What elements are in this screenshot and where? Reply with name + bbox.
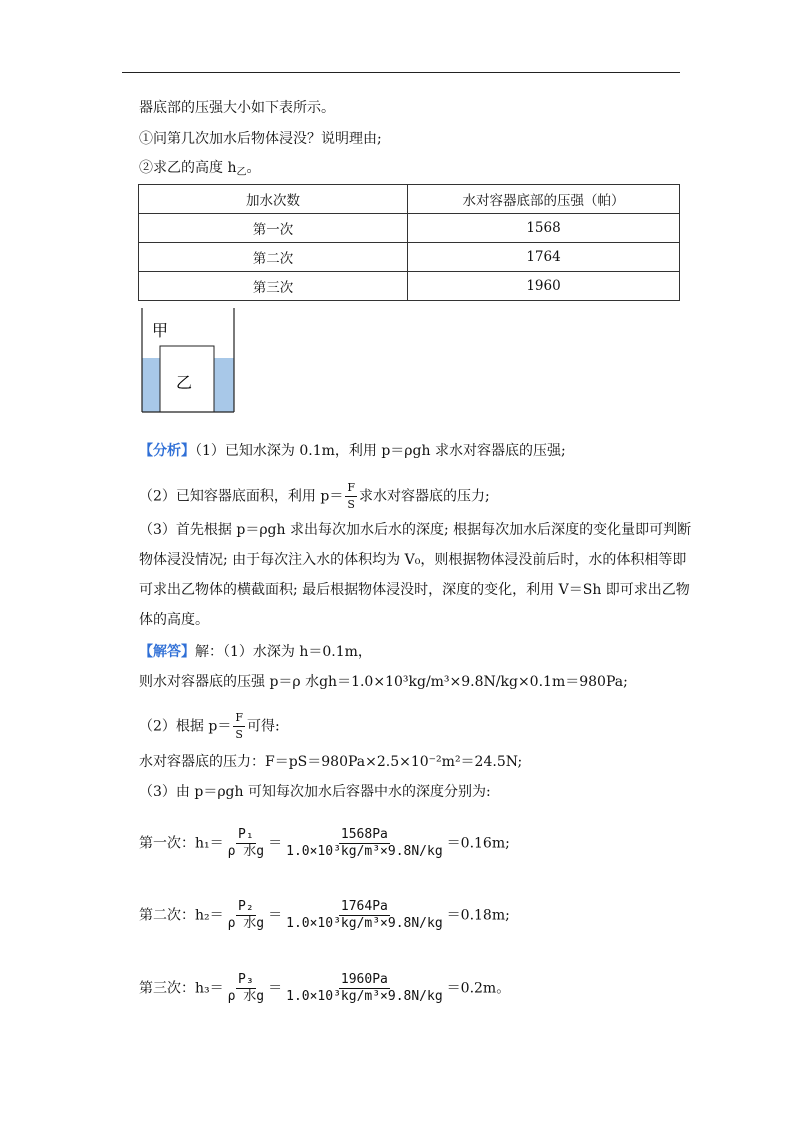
pressure-table — [138, 184, 680, 301]
table-cell: 第三次 — [139, 272, 408, 301]
answer-line-3: （2）根据 p＝ $\frac{F}{S}$ 可得: — [139, 711, 280, 741]
table-header-row — [139, 185, 680, 214]
question-line-1: 器底部的压强大小如下表所示。 — [139, 100, 335, 116]
analysis-line-1: 【分析】（1）已知水深为 0.1m，利用 p＝ρgh 求水对容器底的压强; — [139, 443, 566, 459]
equation-row: 第二次：h₂＝ $\frac{\text{P₂}}{\text{ρ 水g}}$ ＝ $\frac{1764Pa}{\text{1.0×10³kg/m³×9.8N/kg}}$ ＝0.18m; — [139, 899, 510, 931]
fraction-f-over-s: $\frac{F}{S}$ — [347, 481, 355, 511]
analysis-line-2: （2）已知容器底面积，利用 p＝ $\frac{F}{S}$ 求水对容器底的压力; — [139, 481, 490, 511]
label-jia: 甲 — [152, 321, 169, 340]
answer-line-2: 则水对容器底的压强 p＝ρ 水gh＝1.0×10³kg/m³×9.8N/kg×0.1m＝980Pa; — [139, 674, 628, 690]
analysis-line-3: （3）首先根据 p＝ρgh 求出每次加水后水的深度; 根据每次加水后深度的变化量即可判断 — [139, 522, 692, 538]
answer-line-5: （3）由 p＝ρgh 可知每次加水后容器中水的深度分别为: — [139, 784, 491, 800]
container-figure — [138, 306, 238, 414]
analysis-line-4: 物体浸没情况; 由于每次注入水的体积均为 V₀，则根据物体浸没前后时，水的体积相等即 — [139, 552, 687, 568]
table-cell: 1568 — [408, 214, 680, 243]
table-cell: 1960 — [408, 272, 680, 301]
table-cell: 1764 — [408, 243, 680, 272]
question-line-2: ①问第几次加水后物体浸没？说明理由; — [139, 131, 382, 147]
equation-row: 第一次：h₁＝ $\frac{\text{P₁}}{\text{ρ 水g}}$ ＝ $\frac{1568Pa}{\text{1.0×10³kg/m³×9.8N/kg}}$ ＝0.16m; — [139, 827, 510, 859]
table-cell: 第一次 — [139, 214, 408, 243]
table-cell: 第二次 — [139, 243, 408, 272]
equation-row: 第三次：h₃＝ $\frac{\text{P₃}}{\text{ρ 水g}}$ ＝ $\frac{1960Pa}{\text{1.0×10³kg/m³×9.8N/kg}}$ ＝0.2m。 — [139, 972, 511, 1004]
table-row — [139, 214, 680, 243]
question-line-3: ②求乙的高度 $h_乙$。 — [139, 160, 261, 178]
fraction-f-over-s: $\frac{F}{S}$ — [235, 711, 243, 741]
table-row — [139, 243, 680, 272]
table-row — [139, 272, 680, 301]
analysis-line-5: 可求出乙物体的横截面积; 最后根据物体浸没时，深度的变化，利用 V＝Sh 即可求出乙物 — [139, 582, 690, 598]
answer-line-4: 水对容器底的压力：F＝pS＝980Pa×2.5×10⁻²m²＝24.5N; — [139, 754, 523, 770]
analysis-line-6: 体的高度。 — [139, 612, 209, 628]
analysis-tag: 【分析】 — [139, 443, 195, 459]
table-header: 加水次数 — [139, 185, 408, 214]
answer-line-1: 【解答】解：（1）水深为 h＝0.1m， — [139, 644, 372, 660]
table-header: 水对容器底部的压强（帕） — [408, 185, 680, 214]
header-rule — [122, 72, 680, 73]
answer-tag: 【解答】 — [139, 644, 195, 660]
label-yi: 乙 — [176, 373, 193, 392]
